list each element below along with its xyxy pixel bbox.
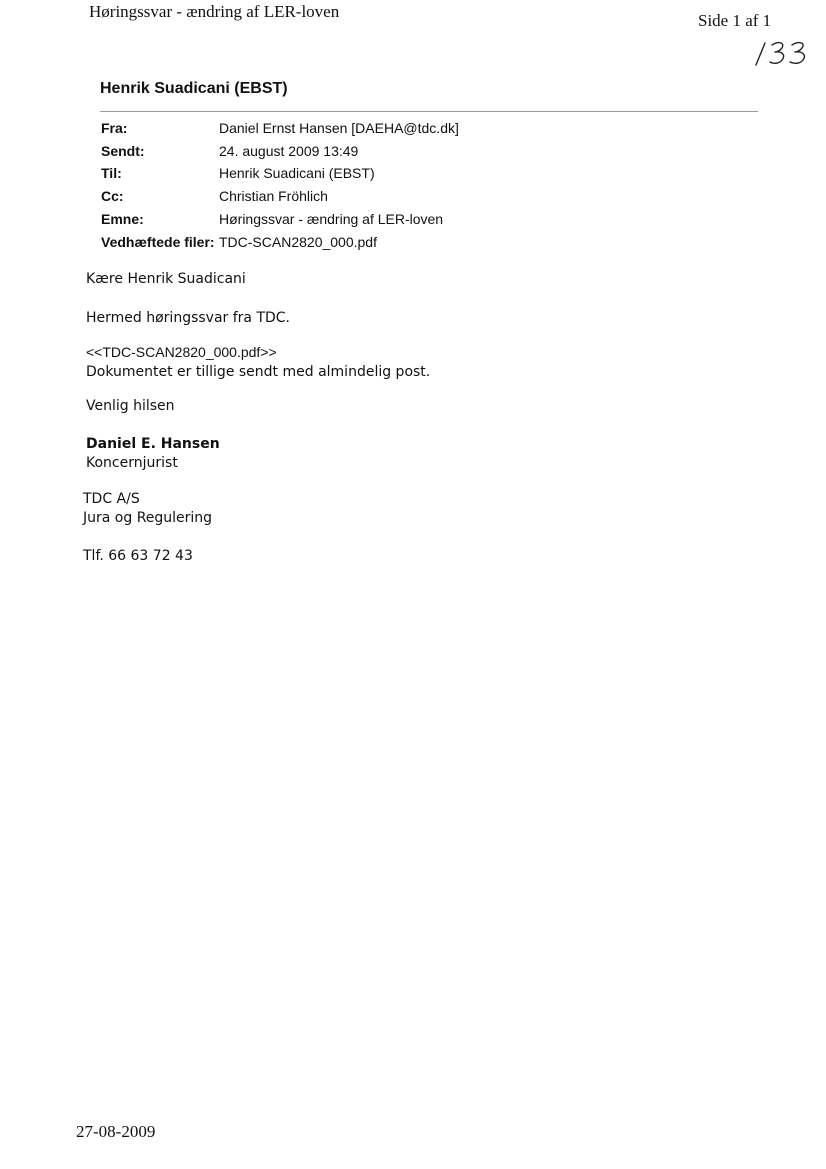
to-value: Henrik Suadicani (EBST) bbox=[219, 165, 375, 182]
print-header-title: Høringssvar - ændring af LER-loven bbox=[89, 2, 340, 21]
meta-label: Til: bbox=[101, 165, 122, 182]
meta-row-sent bbox=[101, 140, 459, 163]
meta-row-cc bbox=[101, 185, 459, 208]
intro-text: Hermed høringssvar fra TDC. bbox=[86, 310, 291, 326]
header-divider bbox=[100, 111, 758, 112]
attachment-reference: <<TDC-SCAN2820_000.pdf>> bbox=[86, 344, 277, 360]
note-text: Dokumentet er tillige sendt med almindelig post. bbox=[86, 364, 431, 380]
subject-value: Høringssvar - ændring af LER-loven bbox=[219, 210, 444, 227]
handwritten-page-number bbox=[752, 36, 814, 68]
email-meta-table bbox=[101, 117, 459, 253]
meta-row-from bbox=[101, 117, 459, 140]
sender-name-heading: Henrik Suadicani (EBST) bbox=[100, 80, 288, 97]
print-date: 27-08-2009 bbox=[76, 1122, 156, 1141]
closing-text: Venlig hilsen bbox=[86, 398, 175, 414]
cc-value: Christian Fröhlich bbox=[219, 188, 328, 205]
signature-title: Koncernjurist bbox=[86, 455, 178, 471]
signature-department: Jura og Regulering bbox=[83, 510, 213, 526]
meta-row-attachments bbox=[101, 231, 459, 254]
meta-row-to bbox=[101, 162, 459, 185]
signature-name: Daniel E. Hansen bbox=[86, 436, 220, 452]
signature-phone: Tlf. 66 63 72 43 bbox=[83, 548, 193, 564]
page-indicator: Side 1 af 1 bbox=[698, 11, 772, 30]
meta-label: Fra: bbox=[101, 120, 128, 136]
meta-label: Cc: bbox=[101, 188, 124, 205]
greeting: Kære Henrik Suadicani bbox=[86, 271, 246, 287]
meta-label: Emne: bbox=[101, 210, 144, 227]
sent-value: 24. august 2009 13:49 bbox=[219, 142, 359, 159]
from-value: Daniel Ernst Hansen [DAEHA@tdc.dk] bbox=[219, 120, 459, 136]
meta-label: Vedhæftede filer: bbox=[101, 233, 215, 250]
meta-row-subject bbox=[101, 208, 459, 231]
signature-company: TDC A/S bbox=[83, 491, 140, 507]
handwritten-133-mark bbox=[752, 36, 814, 68]
meta-label: Sendt: bbox=[101, 142, 145, 159]
attachment-value: TDC-SCAN2820_000.pdf bbox=[219, 233, 377, 250]
